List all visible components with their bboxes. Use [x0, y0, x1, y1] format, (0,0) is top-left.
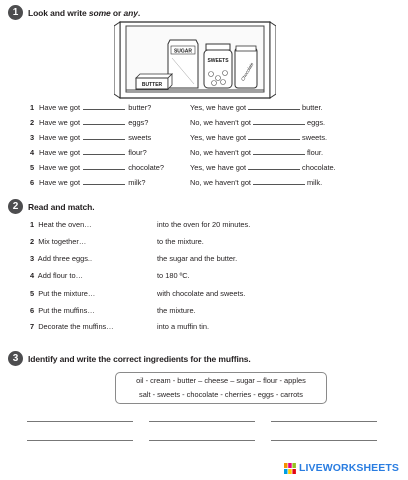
- brand-text: LIVEWORKSHEETS: [299, 462, 399, 474]
- answer-line[interactable]: [271, 440, 377, 441]
- question-row: [30, 163, 360, 173]
- question-number: 2: [30, 118, 35, 127]
- answer-blank[interactable]: [83, 163, 125, 170]
- answer-blank[interactable]: [248, 103, 300, 110]
- answer-line[interactable]: [271, 421, 377, 422]
- exercise-number-badge: 1: [8, 5, 23, 20]
- answer-blank[interactable]: [83, 118, 125, 125]
- match-left-item[interactable]: 4 Add flour to…: [30, 271, 83, 280]
- butter-pack-icon: [136, 74, 172, 89]
- answer-text: Yes, we have got chocolate.: [190, 163, 336, 172]
- ingredients-line-2: salt - sweets - chocolate - cherries - eggs - carrots: [139, 390, 303, 399]
- exercise-2-title: Read and match.: [28, 201, 95, 212]
- question-number: 1: [30, 103, 35, 112]
- match-left-item[interactable]: 7 Decorate the muffins…: [30, 322, 114, 331]
- question-row: [30, 103, 360, 113]
- chocolate-tin-icon: [235, 46, 257, 88]
- answer-text: No, we haven't got eggs.: [190, 118, 326, 127]
- answer-blank[interactable]: [83, 178, 125, 185]
- answer-blank[interactable]: [253, 118, 305, 125]
- cupboard-illustration: [114, 16, 276, 100]
- svg-text:SWEETS: SWEETS: [207, 58, 229, 64]
- match-right-item[interactable]: to the mixture.: [157, 237, 204, 246]
- liveworksheets-icon: [284, 463, 296, 474]
- match-right-item[interactable]: the sugar and the butter.: [157, 254, 238, 263]
- question-text: Have we got sweets: [39, 133, 152, 142]
- exercise-number-badge: 3: [8, 351, 23, 366]
- match-right-item[interactable]: the mixture.: [157, 306, 196, 315]
- question-text: Have we got butter?: [39, 103, 152, 112]
- question-number: 6: [30, 178, 35, 187]
- answer-blank[interactable]: [83, 133, 125, 140]
- question-number: 3: [30, 133, 35, 142]
- svg-text:Chocolate: Chocolate: [240, 61, 255, 82]
- question-number: 5: [30, 163, 35, 172]
- match-left-item[interactable]: 1 Heat the oven…: [30, 220, 92, 229]
- sugar-bag-icon: [168, 40, 198, 88]
- answer-blank[interactable]: [83, 148, 125, 155]
- match-right-item[interactable]: to 180 ºC.: [157, 271, 190, 280]
- ingredients-line-1: oil - cream - butter – cheese – sugar – flour - apples: [136, 376, 306, 385]
- question-row: [30, 133, 360, 143]
- match-right-item[interactable]: with chocolate and sweets.: [157, 289, 246, 298]
- svg-text:BUTTER: BUTTER: [141, 82, 163, 88]
- match-right-item[interactable]: into a muffin tin.: [157, 322, 210, 331]
- answer-text: Yes, we have got butter.: [190, 103, 323, 112]
- match-left-item[interactable]: 2 Mix together…: [30, 237, 87, 246]
- answer-blank[interactable]: [253, 178, 305, 185]
- match-left-item[interactable]: 6 Put the muffins…: [30, 306, 95, 315]
- liveworksheets-logo: [284, 462, 399, 474]
- answer-blank[interactable]: [248, 163, 300, 170]
- svg-text:SUGAR: SUGAR: [173, 48, 193, 55]
- answer-blank[interactable]: [253, 148, 305, 155]
- question-text: Have we got chocolate?: [39, 163, 164, 172]
- answer-text: Yes, we have got sweets.: [190, 133, 328, 142]
- question-text: Have we got flour?: [39, 148, 147, 157]
- exercise-number-badge: 2: [8, 199, 23, 214]
- exercise-3-title: Identify and write the correct ingredients for the muffins.: [28, 353, 251, 364]
- question-number: 4: [30, 148, 35, 157]
- question-row: [30, 178, 360, 188]
- answer-line[interactable]: [149, 440, 255, 441]
- exercise-3-header: [8, 351, 251, 366]
- answer-text: No, we haven't got flour.: [190, 148, 324, 157]
- question-text: Have we got milk?: [39, 178, 146, 187]
- exercise-1-title: Look and write some or any.: [28, 7, 141, 18]
- answer-line[interactable]: [27, 421, 133, 422]
- answer-text: No, we haven't got milk.: [190, 178, 323, 187]
- answer-line[interactable]: [27, 440, 133, 441]
- answer-blank[interactable]: [248, 133, 300, 140]
- exercise-2-header: [8, 199, 95, 214]
- ingredients-box: [115, 372, 327, 404]
- sweets-jar-icon: [204, 44, 232, 88]
- question-row: [30, 148, 360, 158]
- match-left-item[interactable]: 5 Put the mixture…: [30, 289, 96, 298]
- question-text: Have we got eggs?: [39, 118, 149, 127]
- match-right-item[interactable]: into the oven for 20 minutes.: [157, 220, 251, 229]
- match-left-item[interactable]: 3 Add three eggs..: [30, 254, 93, 263]
- answer-line[interactable]: [149, 421, 255, 422]
- question-row: [30, 118, 360, 128]
- answer-blank[interactable]: [83, 103, 125, 110]
